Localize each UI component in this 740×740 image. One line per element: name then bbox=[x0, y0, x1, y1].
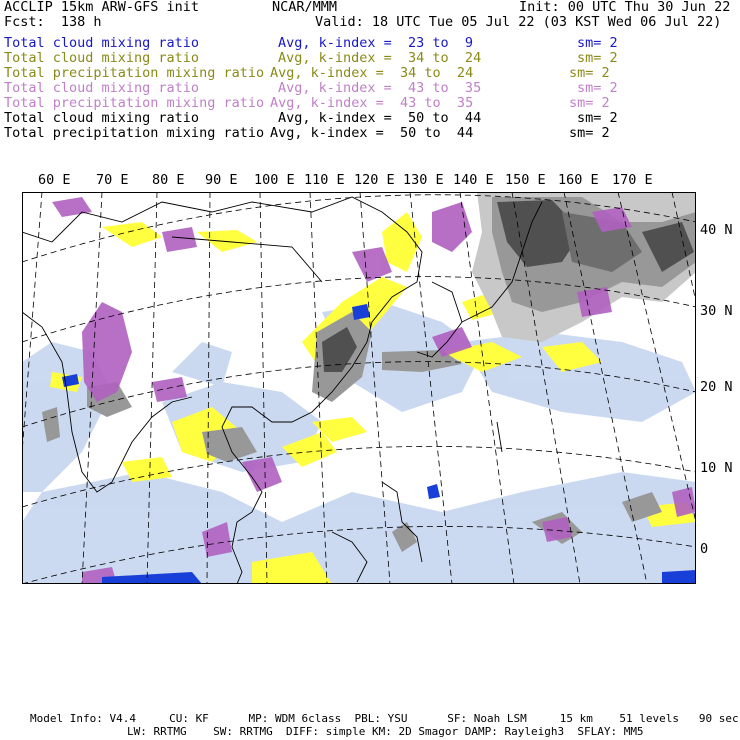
legend-field: Total cloud mixing ratio bbox=[4, 110, 200, 126]
legend-sm: sm= 2 bbox=[577, 50, 618, 66]
legend-avg: Avg, k-index = 34 to 24 bbox=[270, 65, 474, 81]
legend-avg: Avg, k-index = 43 to 35 bbox=[270, 95, 474, 111]
legend-field: Total precipitation mixing ratio bbox=[4, 95, 265, 111]
legend-avg: Avg, k-index = 43 to 35 bbox=[278, 80, 482, 96]
legend-field: Total cloud mixing ratio bbox=[4, 80, 200, 96]
lat-label: 30 N bbox=[700, 303, 733, 319]
legend-avg: Avg, k-index = 34 to 24 bbox=[278, 50, 482, 66]
lat-label: 0 bbox=[700, 541, 709, 557]
lon-label: 90 E bbox=[205, 172, 238, 188]
lon-label: 120 E bbox=[354, 172, 395, 188]
lon-label: 70 E bbox=[96, 172, 129, 188]
legend-sm: sm= 2 bbox=[577, 80, 618, 96]
lon-label: 130 E bbox=[403, 172, 444, 188]
forecast-hour: Fcst: 138 h bbox=[4, 14, 102, 30]
model-info-line1: Model Info: V4.4 CU: KF MP: WDM 6class PBL: YSU SF: Noah LSM 15 km 51 levels 90 sec bbox=[30, 712, 739, 725]
legend-avg: Avg, k-index = 23 to 9 bbox=[278, 35, 474, 51]
model-info-line2: LW: RRTMG SW: RRTMG DIFF: simple KM: 2D Smagor DAMP: Rayleigh3 SFLAY: MM5 bbox=[127, 725, 644, 738]
lon-label: 140 E bbox=[453, 172, 494, 188]
legend-field: Total cloud mixing ratio bbox=[4, 35, 200, 51]
lon-label: 160 E bbox=[558, 172, 599, 188]
legend-sm: sm= 2 bbox=[577, 110, 618, 126]
valid-time: Valid: 18 UTC Tue 05 Jul 22 (03 KST Wed 06 Jul 22) bbox=[315, 14, 722, 30]
lon-label: 170 E bbox=[612, 172, 653, 188]
lon-label: 150 E bbox=[505, 172, 546, 188]
lon-label: 60 E bbox=[38, 172, 71, 188]
init-time: Init: 00 UTC Thu 30 Jun 22 bbox=[519, 0, 731, 15]
lon-label: 110 E bbox=[304, 172, 345, 188]
lat-label: 10 N bbox=[700, 460, 733, 476]
legend-sm: sm= 2 bbox=[569, 65, 610, 81]
legend-avg: Avg, k-index = 50 to 44 bbox=[278, 110, 482, 126]
legend-field: Total precipitation mixing ratio bbox=[4, 125, 265, 141]
lat-label: 40 N bbox=[700, 222, 733, 238]
lat-label: 20 N bbox=[700, 379, 733, 395]
center-label: NCAR/MMM bbox=[272, 0, 338, 15]
lon-label: 100 E bbox=[254, 172, 295, 188]
legend-avg: Avg, k-index = 50 to 44 bbox=[270, 125, 474, 141]
legend-field: Total precipitation mixing ratio bbox=[4, 65, 265, 81]
legend-sm: sm= 2 bbox=[569, 125, 610, 141]
legend-sm: sm= 2 bbox=[577, 35, 618, 51]
legend-sm: sm= 2 bbox=[569, 95, 610, 111]
model-title: ACCLIP 15km ARW-GFS init bbox=[4, 0, 200, 15]
lon-label: 80 E bbox=[152, 172, 185, 188]
legend-field: Total cloud mixing ratio bbox=[4, 50, 200, 66]
forecast-map bbox=[22, 192, 696, 584]
